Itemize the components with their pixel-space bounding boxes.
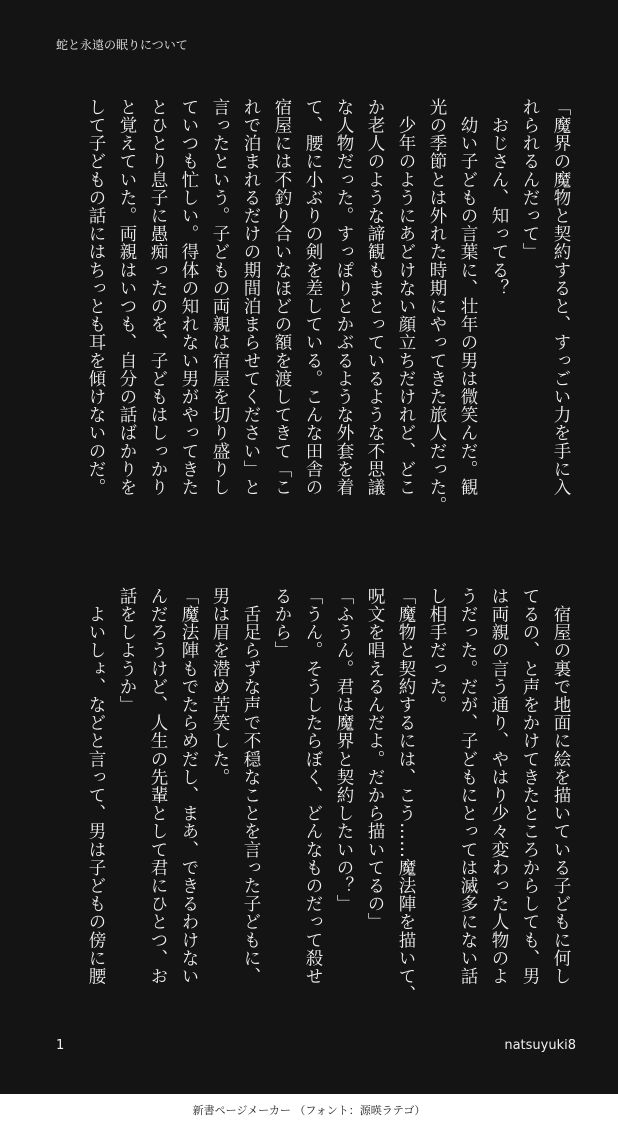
text-line: 宿屋には不釣り合いなほどの額を渡してきて「こ	[272, 98, 292, 497]
page-number: 1	[56, 1038, 65, 1053]
text-line: ていつも忙しい。得体の知れない男がやってきた	[179, 98, 199, 497]
text-line: おじさん、知ってる？	[489, 98, 509, 298]
text-line: 「魔法陣もでたらめだし、まあ、できるわけない	[179, 587, 199, 986]
text-line: よいしょ、などと言って、男は子どもの傍に腰	[86, 587, 106, 986]
text-line: るから」	[272, 587, 292, 660]
text-line: 言ったという。子どもの両親は宿屋を切り盛りし	[210, 98, 230, 497]
text-line: 光の季節とは外れた時期にやってきた旅人だった。	[427, 98, 447, 515]
text-line: うだった。だが、子どもにとっては滅多にない話	[458, 587, 478, 986]
text-line: して子どもの話にはちっとも耳を傾けないのだ。	[86, 98, 106, 497]
text-line: 「魔物と契約するには、こう……魔法陣を描いて、	[396, 587, 416, 1004]
text-line: てるの、と声をかけてきたところからしても、男	[520, 587, 540, 986]
text-line: んだろうけど、人生の先輩として君にひとつ、お	[148, 587, 168, 986]
text-block-bottom	[56, 587, 576, 1017]
text-line: 「うん。そうしたらぼく、どんなものだって殺せ	[303, 587, 323, 986]
text-line: 話をしようか」	[117, 587, 137, 714]
page-title: 蛇と永遠の眠りについて	[56, 38, 188, 52]
text-line: 「ふうん。君は魔界と契約したいの？」	[334, 587, 354, 913]
text-line: れられるんだって」	[520, 98, 540, 261]
text-line: 「魔界の魔物と契約すると、すっごい力を手に入	[551, 98, 571, 497]
text-line: 呪文を唱えるんだよ。だから描いてるの」	[365, 587, 385, 931]
text-line: れで泊まれるだけの期間泊まらせてください」と	[241, 98, 261, 497]
text-line: て、腰に小ぶりの剣を差している。こんな田舎の	[303, 98, 323, 497]
text-line: とひとり息子に愚痴ったのを、子どもはしっかり	[148, 98, 168, 497]
text-line: 宿屋の裏で地面に絵を描いている子どもに何し	[551, 587, 571, 986]
text-line: 男は眉を潜め苦笑した。	[210, 587, 230, 787]
text-line: 幼い子どもの言葉に、壮年の男は微笑んだ。観	[458, 98, 478, 497]
text-line: か老人のような諦観もまとっているような不思議	[365, 98, 385, 497]
text-block-top	[56, 98, 576, 528]
text-line: と覚えていた。両親はいつも、自分の話ばかりを	[117, 98, 137, 497]
text-line: は両親の言う通り、やはり少々変わった人物のよ	[489, 587, 509, 986]
text-line: 少年のようにあどけない顔立ちだけれど、どこ	[396, 98, 416, 497]
text-line: 舌足らずな声で不穏なことを言った子どもに、	[241, 587, 261, 986]
text-line: し相手だった。	[427, 587, 447, 714]
author-name: natsuyuki8	[504, 1038, 576, 1053]
footer-caption: 新書ページメーカー （フォント：源暎ラテゴ）	[0, 1094, 618, 1132]
text-line: な人物だった。すっぽりとかぶるような外套を着	[334, 98, 354, 497]
